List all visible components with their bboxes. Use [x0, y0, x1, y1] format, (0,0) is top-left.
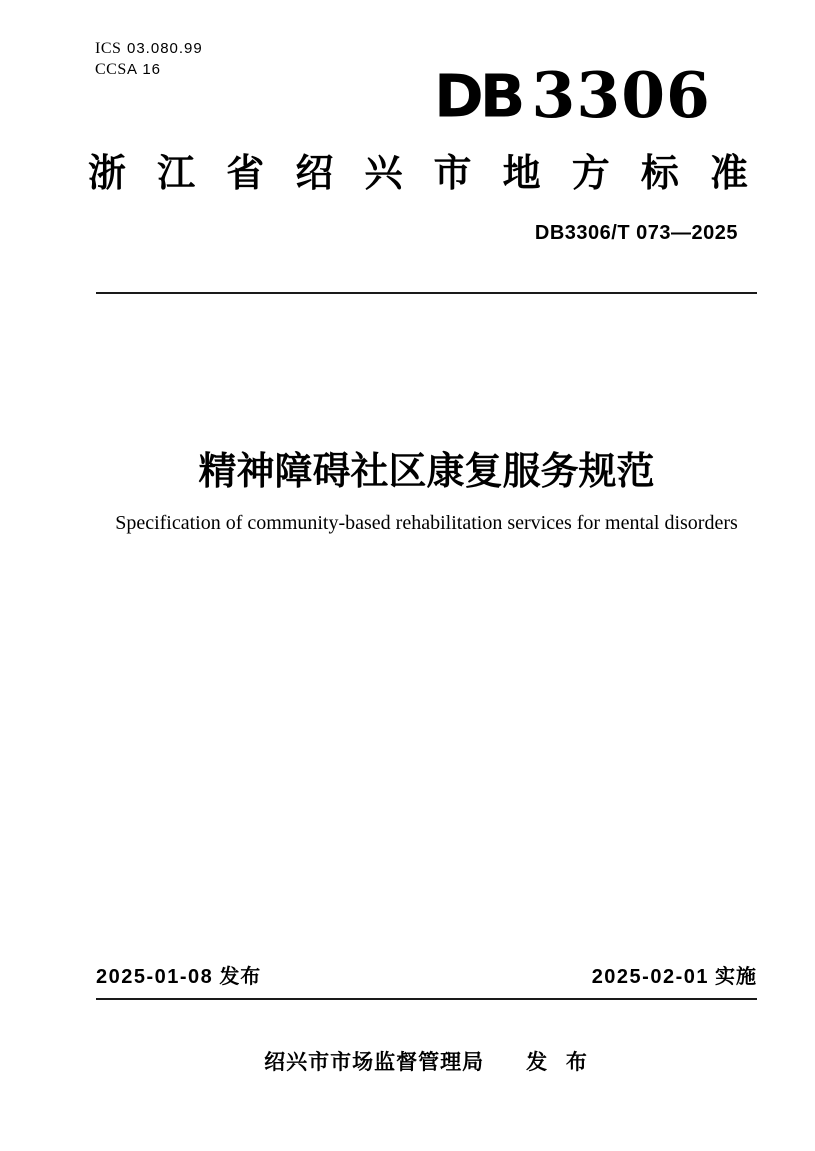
classification-block [95, 38, 203, 80]
publisher-row [96, 1046, 757, 1076]
ccs-value: A 16 [127, 61, 162, 78]
bottom-divider-rule [96, 998, 757, 1000]
issuing-authority: 绍兴市市场监督管理局 [264, 1051, 485, 1074]
ccs-label: CCS [95, 61, 127, 78]
issue-date: 2025-01-08 [96, 966, 214, 988]
ics-value: 03.080.99 [127, 40, 203, 57]
db-standard-logo [434, 58, 711, 132]
issue-date-label: 发布 [219, 966, 262, 988]
top-divider-rule [96, 292, 757, 294]
implement-date-label: 实施 [715, 966, 757, 988]
title-english: Specification of community-based rehabilitation services for mental disorders [115, 512, 738, 534]
title-chinese: 精神障碍社区康复服务规范 [198, 451, 655, 493]
publish-action-label: 发 布 [526, 1051, 589, 1074]
ccs-row [95, 59, 203, 80]
standard-type-name: 浙 江 省 绍 兴 市 地 方 标 准 [88, 153, 748, 195]
ics-row [95, 38, 203, 59]
implement-date-item [592, 964, 757, 990]
logo-db-prefix: DB [434, 62, 522, 132]
implement-date: 2025-02-01 [591, 966, 709, 988]
document-number: DB3306/T 073—2025 [534, 222, 738, 244]
ics-label: ICS [95, 40, 122, 57]
issue-date-item [96, 964, 261, 990]
logo-region-code: 3306 [531, 58, 711, 132]
date-row [96, 964, 757, 990]
